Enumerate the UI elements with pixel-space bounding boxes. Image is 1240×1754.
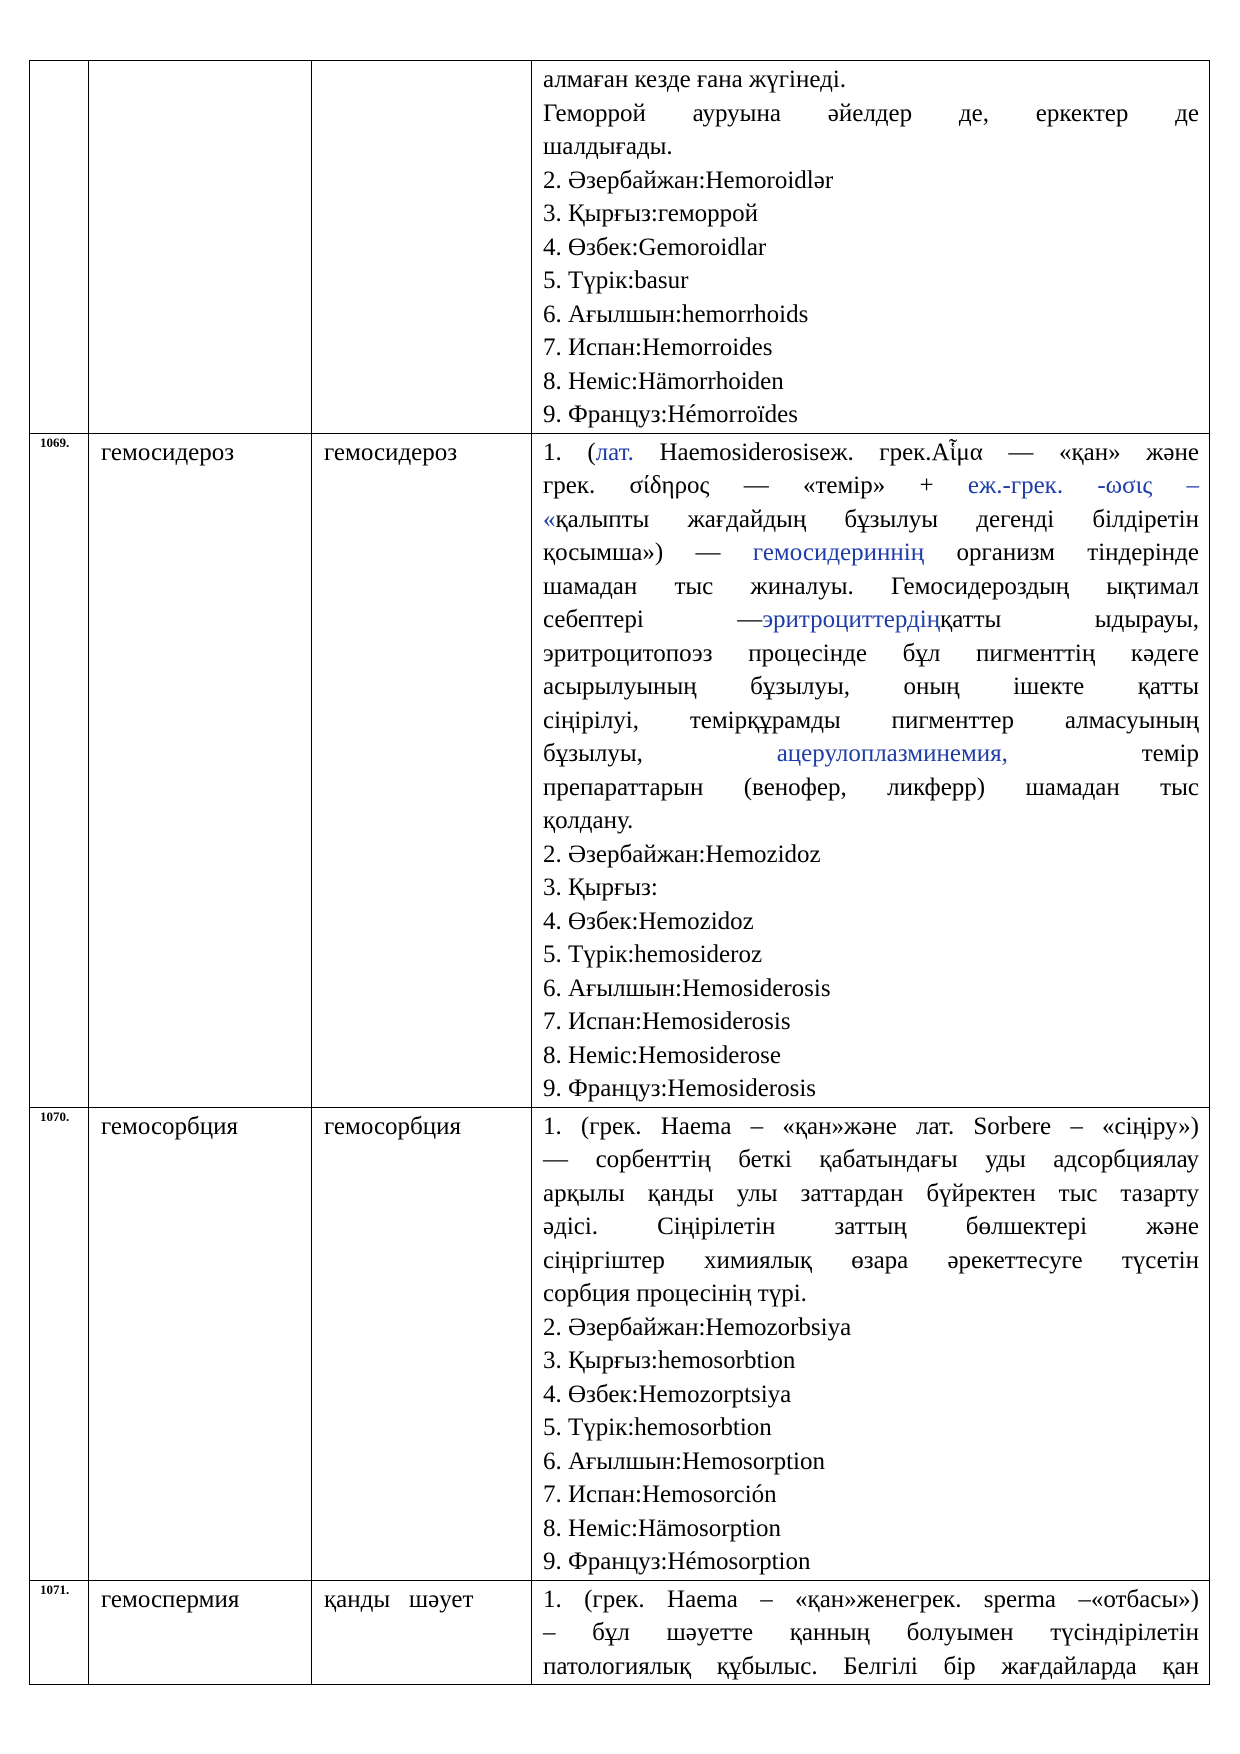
term-russian: гемосорбция — [312, 1107, 532, 1580]
term-kazakh: гемоспермия — [89, 1580, 312, 1685]
definition-line: – бұл шәуетте қанның болуымен түсіндірілетін — [543, 1619, 1199, 1646]
translation-english: 6. Ағылшын:Hemosiderosis — [543, 974, 831, 1002]
definition-line: арқылы қанды улы заттардан бүйректен тыс тазарту — [543, 1179, 1199, 1207]
erythrocytes-link[interactable]: эритроциттердің — [762, 606, 941, 633]
table-row — [30, 433, 1210, 1107]
text: қосымша») — — [543, 539, 753, 566]
text: Haemosiderosisеж. грек.Αἷμα — «қан» және — [633, 438, 1199, 466]
translation-english: 6. Ағылшын:hemorrhoids — [543, 300, 809, 328]
text: организм тіндерінде — [924, 539, 1199, 566]
translation-kyrgyz: 3. Қырғыз:геморрой — [543, 200, 759, 227]
text: себептері — — [543, 606, 763, 633]
entry-number: 1070. — [30, 1107, 89, 1580]
definition-line: эритроцитопоэз процесінде бұл пигменттің кәдеге — [543, 639, 1199, 667]
translation-azerbaijani: 2. Әзербайжан:Hemozorbsiya — [543, 1313, 852, 1341]
translation-azerbaijani: 2. Әзербайжан:Hemozidoz — [543, 840, 821, 868]
text: қатты ыдырауы, — [940, 606, 1199, 633]
definition-line: сіңірілуі, темірқұрамды пигменттер алмасуының — [543, 706, 1199, 734]
text: грек. σίδηρος — «темір» + — [543, 472, 968, 499]
term-russian: қанды шәует — [312, 1580, 532, 1685]
dictionary-table — [29, 60, 1210, 1685]
definition-line — [543, 469, 1199, 503]
term-russian: гемосидероз — [312, 433, 532, 1107]
translation-spanish: 7. Испан:Hemosorción — [543, 1481, 777, 1508]
definition-line: 1. (грек. Haema – «қан»женегрек. sperma –«отбасы») — [543, 1585, 1199, 1613]
quote-mark: « — [543, 505, 556, 533]
term-kazakh: гемосорбция — [89, 1107, 312, 1580]
aceruloplasminemia-link[interactable]: ацерулоплазминемия, — [776, 740, 1008, 767]
entry-number — [30, 61, 89, 434]
definition-line — [543, 436, 1199, 470]
translation-uzbek: 4. Өзбек:Hemozorptsiya — [543, 1380, 792, 1408]
definition-line: қолдану. — [543, 807, 634, 834]
translation-kyrgyz: 3. Қырғыз:hemosorbtion — [543, 1347, 796, 1374]
definition-line: алмаған кезде ғана жүгінеді. — [543, 66, 847, 93]
definition-line: патологиялық құбылыс. Белгілі бір жағдайларда қан — [543, 1652, 1199, 1680]
text: темір — [1007, 740, 1199, 767]
definition-line: препараттарын (венофер, ликферр) шамадан тыс — [543, 773, 1199, 801]
table-row — [30, 61, 1210, 434]
table-row — [30, 1107, 1210, 1580]
definition-line — [543, 737, 1199, 771]
definition-line: Геморрой ауруына әйелдер де, еркектер де — [543, 99, 1199, 127]
entry-number: 1071. — [30, 1580, 89, 1685]
term-kazakh: гемосидероз — [89, 433, 312, 1107]
term-kazakh — [89, 61, 312, 434]
translation-french: 9. Француз:Hémorroïdes — [543, 401, 798, 428]
translation-german: 8. Неміс:Hämosorption — [543, 1514, 782, 1542]
translation-turkish: 5. Түрік:hemosideroz — [543, 941, 763, 968]
translation-turkish: 5. Түрік:hemosorbtion — [543, 1414, 772, 1441]
translation-kyrgyz: 3. Қырғыз: — [543, 874, 658, 901]
translation-uzbek: 4. Өзбек:Hemozidoz — [543, 907, 754, 935]
definition-cell — [532, 61, 1210, 434]
translation-german: 8. Неміс:Hemosiderose — [543, 1041, 781, 1069]
text: қалыпты жағдайдың бұзылуы дегенді білдіретін — [555, 505, 1199, 533]
definition-cell — [532, 1580, 1210, 1685]
definition-line: — сорбенттің беткі қабатындағы уды адсорбциялау — [543, 1146, 1199, 1173]
definition-line: шамадан тыс жиналуы. Гемосидероздың ықтимал — [543, 572, 1199, 600]
definition-line — [543, 503, 1199, 537]
latin-link[interactable]: лат. — [595, 438, 634, 466]
hemosiderin-link[interactable]: гемосидериннің — [752, 539, 925, 566]
definition-cell — [532, 433, 1210, 1107]
definition-line — [543, 536, 1199, 570]
translation-french: 9. Француз:Hémosorption — [543, 1548, 811, 1575]
translation-turkish: 5. Түрік:basur — [543, 267, 689, 294]
greek-link[interactable]: еж.-грек. -ωσις – — [967, 472, 1199, 499]
translation-german: 8. Неміс:Hämorrhoiden — [543, 367, 784, 395]
definition-cell — [532, 1107, 1210, 1580]
translation-french: 9. Француз:Hemosiderosis — [543, 1075, 817, 1102]
text: бұзылуы, — [543, 740, 777, 767]
table-row — [30, 1580, 1210, 1685]
definition-line: сіңіргіштер химиялық өзара әрекеттесуге түсетін — [543, 1246, 1199, 1274]
definition-line: шалдығады. — [543, 133, 673, 160]
translation-english: 6. Ағылшын:Hemosorption — [543, 1447, 825, 1475]
text: 1. ( — [543, 438, 596, 466]
translation-spanish: 7. Испан:Hemorroides — [543, 334, 773, 361]
term-russian — [312, 61, 532, 434]
definition-line — [543, 603, 1199, 637]
definition-line: сорбция процесінің түрі. — [543, 1280, 807, 1307]
translation-uzbek: 4. Өзбек:Gemoroidlar — [543, 233, 767, 261]
definition-line: асырылуының бұзылуы, оның ішекте қатты — [543, 673, 1199, 700]
entry-number: 1069. — [30, 433, 89, 1107]
definition-line: 1. (грек. Haema – «қан»және лат. Sorbere – «сіңіру») — [543, 1112, 1199, 1140]
translation-spanish: 7. Испан:Hemosiderosis — [543, 1008, 791, 1035]
definition-line: әдісі. Сіңірілетін заттың бөлшектері және — [543, 1213, 1199, 1240]
translation-azerbaijani: 2. Әзербайжан:Hemoroidlər — [543, 166, 834, 194]
